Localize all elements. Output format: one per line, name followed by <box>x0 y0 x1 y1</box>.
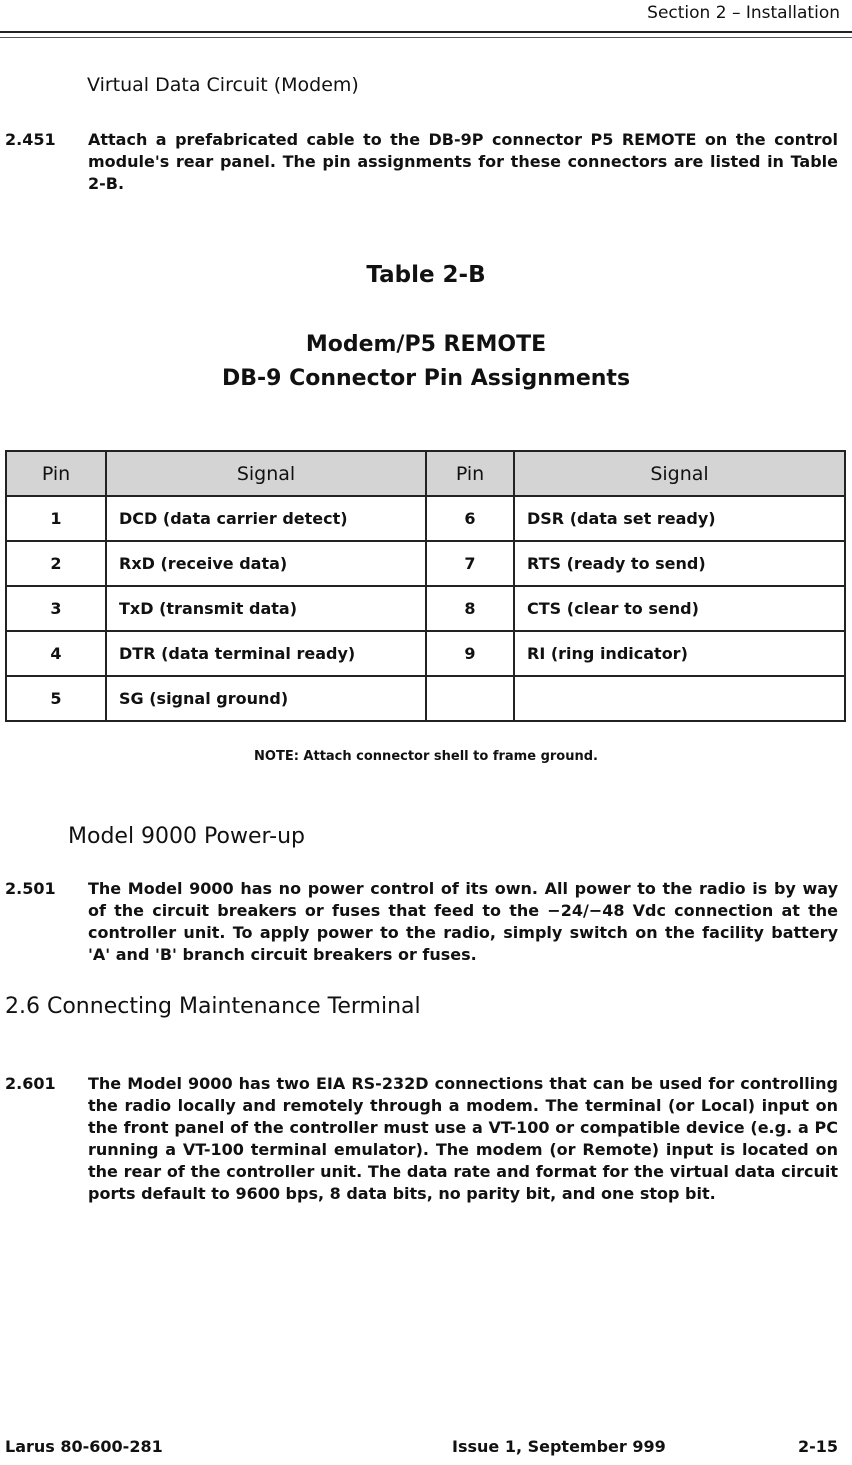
section-2-6-heading: 2.6 Connecting Maintenance Terminal <box>5 994 421 1019</box>
signal-cell: RI (ring indicator) <box>514 631 845 676</box>
header-rule-thick <box>0 31 852 33</box>
pin-cell: 7 <box>426 541 514 586</box>
paragraph-number: 2.501 <box>5 879 56 898</box>
table-row <box>6 586 845 631</box>
pin-cell: 1 <box>6 496 106 541</box>
footer-doc-number: Larus 80-600-281 <box>5 1437 163 1456</box>
signal-cell: CTS (clear to send) <box>514 586 845 631</box>
paragraph-2-601 <box>5 1073 838 1233</box>
signal-cell: DCD (data carrier detect) <box>106 496 426 541</box>
signal-cell: TxD (transmit data) <box>106 586 426 631</box>
paragraph-2-501 <box>5 878 838 970</box>
paragraph-text-start: Attach a prefabricated cable to the DB-9P connector <box>88 130 591 149</box>
table-row <box>6 676 845 721</box>
table-subtitle-1: Modem/P5 REMOTE <box>305 332 547 357</box>
running-header: Section 2 – Installation <box>647 3 840 23</box>
table-row <box>6 496 845 541</box>
signal-cell: RTS (ready to send) <box>514 541 845 586</box>
signal-cell: RxD (receive data) <box>106 541 426 586</box>
table-header-row <box>6 451 845 496</box>
table-title: Table 2-B <box>366 262 486 288</box>
column-header: Pin <box>6 451 106 496</box>
pin-cell: 6 <box>426 496 514 541</box>
paragraph-body: The Model 9000 has two EIA RS-232D connections that can be used for controlling the radio locally and remotely through a modem. The terminal (or Local) input on the front panel of the controller must use a VT-100 or compatible device (e.g. a PC running a VT-100 terminal emulator). The modem (or Remote) input is located on the rear of the controller unit. The data rate and format for the virtual data circuit ports default to 9600 bps, 8 data bits, no parity bit, and one stop bit. <box>88 1074 838 1203</box>
table-subtitle-2: DB-9 Connector Pin Assignments <box>221 366 631 391</box>
paragraph-body <box>88 129 838 195</box>
table-row <box>6 541 845 586</box>
paragraph-text-end: on the control module's rear panel. The pin assignments for these connectors are listed in Table 2-B. <box>88 130 838 193</box>
virtual-circuit-heading: Virtual Data Circuit (Modem) <box>87 74 359 96</box>
header-rule-thin <box>0 37 852 38</box>
pin-cell: 2 <box>6 541 106 586</box>
table-note: NOTE: Attach connector shell to frame ground. <box>254 749 598 764</box>
powerup-heading: Model 9000 Power-up <box>68 824 305 849</box>
column-header: Signal <box>514 451 845 496</box>
signal-cell: DSR (data set ready) <box>514 496 845 541</box>
pin-cell: 5 <box>6 676 106 721</box>
paragraph-number: 2.451 <box>5 130 56 149</box>
signal-cell: SG (signal ground) <box>106 676 426 721</box>
column-header: Signal <box>106 451 426 496</box>
table-row <box>6 631 845 676</box>
footer-page-number: 2-15 <box>797 1437 838 1456</box>
signal-cell <box>514 676 845 721</box>
column-header: Pin <box>426 451 514 496</box>
paragraph-2-451 <box>5 129 838 195</box>
pin-cell: 8 <box>426 586 514 631</box>
pin-cell: 4 <box>6 631 106 676</box>
connector-name: P5 REMOTE <box>590 130 697 149</box>
signal-cell: DTR (data terminal ready) <box>106 631 426 676</box>
paragraph-body: The Model 9000 has no power control of its own. All power to the radio is by way of the circuit breakers or fuses that feed to the −24/−48 Vdc connection at the controller unit. To apply power to the radio, simply switch on the facility battery 'A' and 'B' branch circuit breakers or fuses. <box>88 879 838 964</box>
paragraph-number: 2.601 <box>5 1074 56 1093</box>
pin-cell: 9 <box>426 631 514 676</box>
pin-cell: 3 <box>6 586 106 631</box>
footer-issue: Issue 1, September 999 <box>452 1437 666 1456</box>
pin-assignment-table <box>5 450 846 722</box>
pin-cell <box>426 676 514 721</box>
